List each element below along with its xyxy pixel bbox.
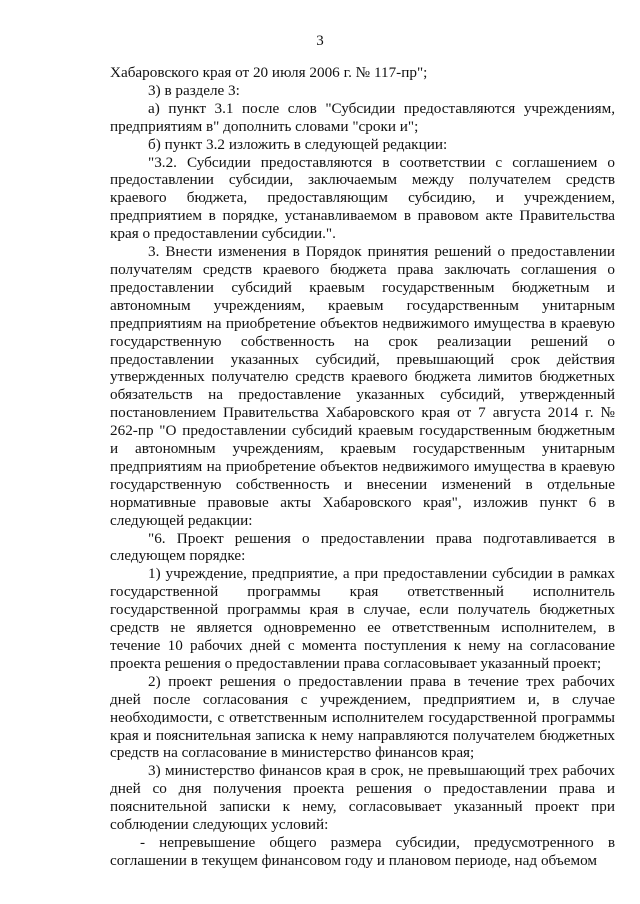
page-number: 3 [316, 33, 324, 49]
paragraph: 2) проект решения о предоставлении права в течение трех рабочих дней после согласования с учреждением, предприятием и, в случае необходимости, с ответственным исполнителем государственной программы края и пояснительная записка к нему направляются получателем бюджетных средств на согласование в министерство финансов края; [110, 672, 615, 762]
paragraph: 1) учреждение, предприятие, а при предоставлении субсидии в рамках государственной программы края ответственный исполнитель государственной программы края в случае, если получатель бюджетных средств не является одновременно ее ответственным исполнителем, в течение 10 рабочих дней с момента поступления к нему на согласование проекта решения о предоставлении права согласовывает указанный проект; [110, 565, 615, 672]
paragraph: 3) министерство финансов края в срок, не превышающий трех рабочих дней со дня получения проекта решения о предоставлении права и пояснительной записки к нему, согласовывает указанный проект при соблюдении следующих условий: [110, 762, 615, 834]
paragraph: б) пункт 3.2 изложить в следующей редакции: [148, 135, 448, 153]
document-body [110, 64, 615, 870]
paragraph: а) пункт 3.1 после слов "Субсидии предоставляются учреждениям, предприятиям в" дополнить словами "сроки и"; [110, 99, 615, 135]
paragraph: "3.2. Субсидии предоставляются в соответствии с соглашением о предоставлении субсидии, заключаемым между получателем средств краевого бюджета, предоставляющим субсидию, и учреждением, предприятием в порядке, устанавливаемом в правовом акте Правительства края о предоставлении субсидии.". [110, 153, 615, 243]
paragraph: Хабаровского края от 20 июля 2006 г. № 117-пр"; [110, 64, 428, 81]
paragraph: 3. Внести изменения в Порядок принятия решений о предоставлении получателям средств краевого бюджета права заключать соглашения о предоставлении субсидий краевым государственным бюджетным и автономным учреждениям, краевым государственным унитарным предприятиям на приобретение объектов недвижимого имущества в краевую государственную собственность на срок реализации решений о предоставлении указанных субсидий, превышающий срок действия утвержденных получателю средств краевого бюджета лимитов бюджетных обязательств на предоставление указанных субсидий, утвержденный постановлением Правительства Хабаровского края от 7 августа 2014 г. № 262-пр "О предоставлении субсидий краевым государственным бюджетным и автономным учреждениям, краевым государственным унитарным предприятиям на приобретение объектов недвижимого имущества в краевую государственную собственность и внесении изменений в отдельные нормативные правовые акты Хабаровского края", изложив пункт 6 в следующей редакции: [110, 243, 615, 529]
paragraph: "6. Проект решения о предоставлении права подготавливается в следующем порядке: [110, 529, 615, 565]
paragraph: 3) в разделе 3: [148, 81, 240, 99]
paragraph: - непревышение общего размера субсидии, предусмотренного в соглашении в текущем финансовом году и плановом периоде, над объемом [110, 833, 615, 869]
